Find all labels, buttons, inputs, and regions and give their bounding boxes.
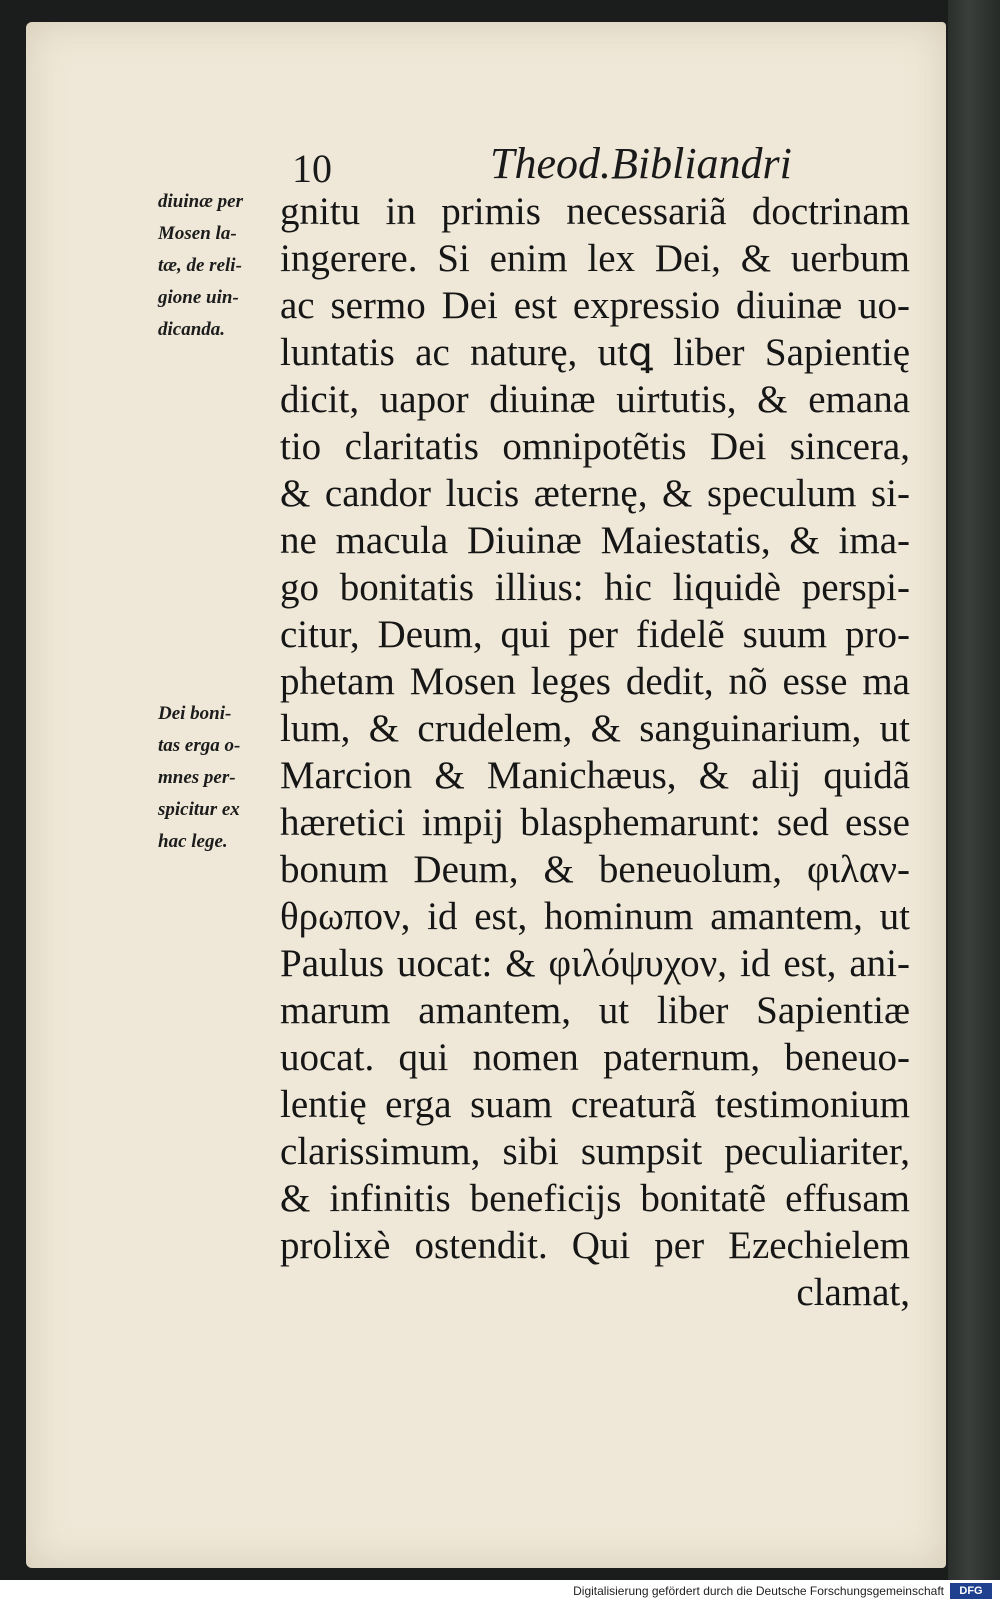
margin-note-line: Dei boni- [158, 703, 232, 724]
running-title: Theod.Bibliandri [490, 139, 792, 188]
text-line: & candor lucis æternę, & speculum si- [280, 472, 910, 515]
page-number: 10 [292, 146, 332, 191]
text-line: ac sermo Dei est expressio diuinæ uo- [280, 284, 910, 327]
margin-note-line: spicitur ex [158, 799, 240, 820]
text-line: marum amantem, ut liber Sapientiæ [280, 989, 910, 1032]
dfg-logo: DFG [950, 1583, 992, 1599]
margin-note-line: Mosen la- [158, 223, 237, 244]
book-spine [948, 0, 1000, 1580]
margin-note-line: diuinæ per [158, 191, 243, 212]
text-line: luntatis ac naturę, utꝗ liber Sapientię [280, 331, 910, 374]
text-line: go bonitatis illius: hic liquidè perspi- [280, 566, 910, 609]
text-line: dicit, uapor diuinæ uirtutis, & emana [280, 378, 910, 421]
margin-note-line: tas erga o- [158, 735, 241, 756]
text-line: phetam Mosen leges dedit, nõ esse ma [280, 660, 910, 703]
text-line: θρωπον, id est, hominum amantem, ut [280, 895, 910, 938]
text-line: ne macula Diuinæ Maiestatis, & ima- [280, 519, 910, 562]
margin-note-line: tæ, de reli- [158, 255, 242, 276]
margin-note-2 [158, 698, 276, 858]
text-line: clarissimum, sibi sumpsit peculiariter, [280, 1130, 910, 1173]
text-line: ingerere. Si enim lex Dei, & uerbum [280, 237, 910, 280]
text-line: lentię erga suam creaturã testimonium [280, 1083, 910, 1126]
text-line: Marcion & Manichæus, & alij quidã [280, 754, 910, 797]
catchword: clamat, [796, 1271, 910, 1314]
margin-note-line: gione uin- [158, 287, 239, 308]
text-line: gnitu in primis necessariã doctrinam [280, 190, 910, 233]
text-line: lum, & crudelem, & sanguinarium, ut [280, 707, 910, 750]
margin-note-1 [158, 186, 276, 346]
text-line: prolixè ostendit. Qui per Ezechielem [280, 1224, 910, 1267]
funding-credit: Digitalisierung gefördert durch die Deutsche Forschungsgemeinschaft [573, 1584, 944, 1598]
text-line: hæretici impij blasphemarunt: sed esse [280, 801, 910, 844]
text-line: Paulus uocat: & φιλόψυχον, id est, ani- [280, 942, 910, 985]
text-line: citur, Deum, qui per fidelẽ suum pro- [280, 613, 910, 656]
footer-bar [0, 1580, 1000, 1604]
margin-note-line: dicanda. [158, 319, 226, 340]
text-line: bonum Deum, & beneuolum, φιλαν- [280, 848, 910, 891]
text-line: & infinitis beneficijs bonitatẽ effusam [280, 1177, 910, 1220]
margin-note-line: hac lege. [158, 831, 228, 852]
text-line: uocat. qui nomen paternum, beneuo- [280, 1036, 910, 1079]
text-line: tio claritatis omnipotẽtis Dei sincera, [280, 425, 910, 468]
main-text-block [280, 188, 910, 1316]
margin-note-line: mnes per- [158, 767, 236, 788]
